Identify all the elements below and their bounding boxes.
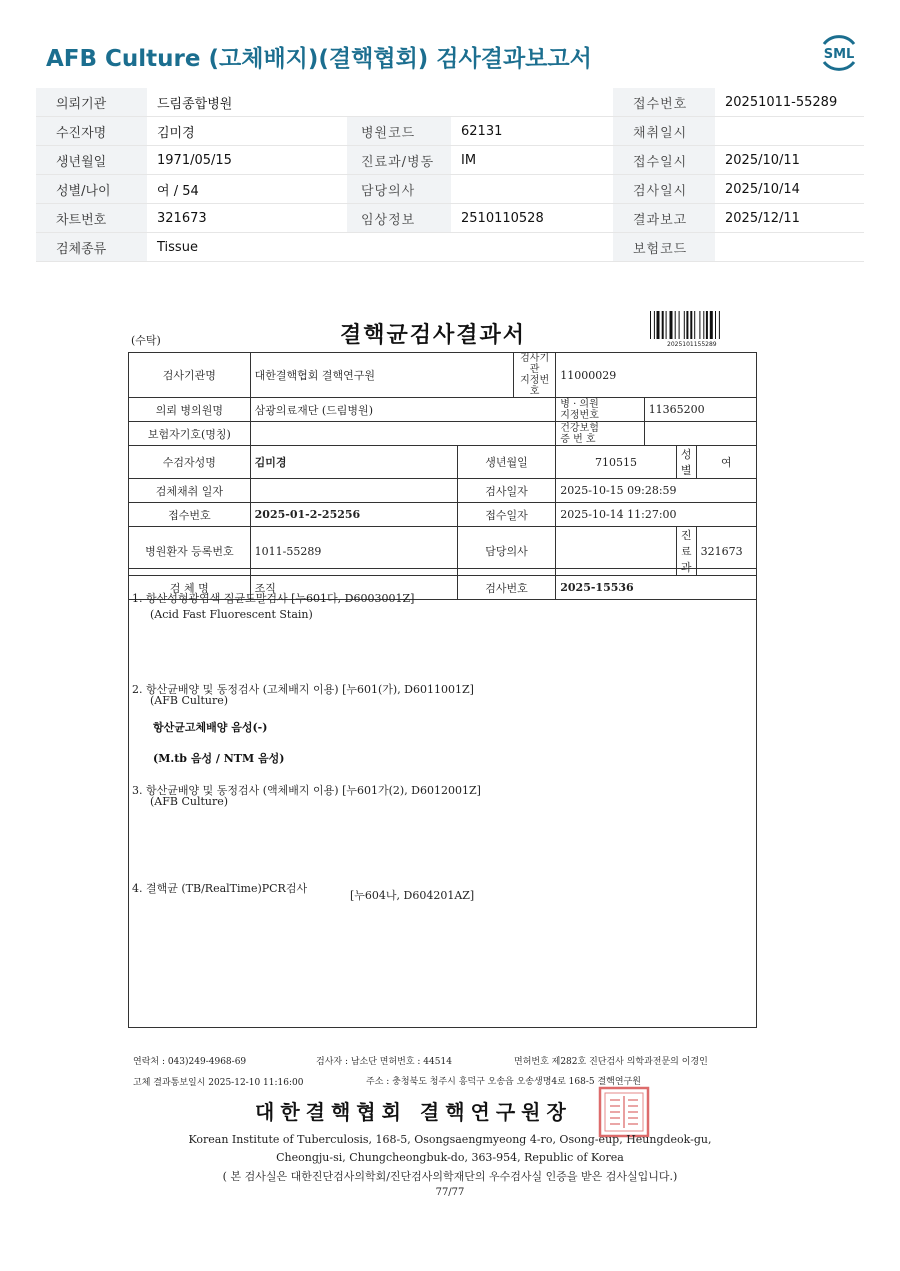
lbl-birth: 생년월일: [457, 446, 556, 479]
footer-tester: 검사자 : 남소단 면허번호 : 44514: [316, 1057, 452, 1067]
val-clinic-code: 11365200: [644, 398, 756, 422]
lbl-sex: 성별: [676, 446, 696, 479]
item-2-result: 항산균고체배양 음성(-): [153, 721, 268, 734]
lbl-test-date: 검사일자: [457, 479, 556, 503]
barcode-bar: [706, 311, 708, 339]
item-3-en: (AFB Culture): [150, 795, 229, 808]
page-number: 77/77: [435, 1187, 465, 1198]
lbl-collect: 검체채취 일자: [129, 479, 251, 503]
header-label: 생년월일: [36, 146, 147, 175]
header-value: 1971/05/15: [147, 146, 347, 175]
lbl-clinic-code: 병 · 의원 지정번호: [556, 398, 644, 422]
item-2: 2. 항산균배양 및 동정검사 (고체배지 이용) [누601(가), D6011001Z]: [132, 683, 474, 696]
header-label: 병원코드: [347, 117, 451, 146]
item-2-en: (AFB Culture): [150, 694, 229, 707]
barcode-bar: [654, 311, 655, 339]
header-value: 62131: [451, 117, 613, 146]
lbl-reg: 병원환자 등록번호: [129, 527, 251, 576]
val-patient: 김미경: [250, 446, 457, 479]
barcode-bar: [650, 311, 651, 339]
barcode-bar: [684, 311, 685, 339]
barcode-bar: [694, 311, 695, 339]
val-birth: 710515: [556, 446, 677, 479]
barcode-number: 2025101155289: [667, 341, 717, 348]
header-label: 채취일시: [613, 117, 715, 146]
barcode-bar: [715, 311, 716, 339]
item-2-detail: (M.tb 음성 / NTM 음성): [153, 752, 285, 765]
header-value: 2510110528: [451, 204, 613, 233]
header-label: 검체종류: [36, 233, 147, 262]
barcode-bar: [719, 311, 720, 339]
barcode-bar: [662, 311, 664, 339]
val-insured: [250, 422, 556, 446]
lbl-inst: 검사기관명: [129, 353, 251, 398]
lbl-dept: 진료과: [676, 527, 696, 576]
lbl-insured: 보험자기호(명칭): [129, 422, 251, 446]
lbl-health-no: 건강보험 증 번 호: [556, 422, 644, 446]
header-label: 성별/나이: [36, 175, 147, 204]
val-clinic: 삼광의료재단 (드림병원): [250, 398, 556, 422]
header-value: 2025/10/11: [715, 146, 864, 175]
val-collect: [250, 479, 457, 503]
footer-report-date: 고체 결과통보일시 2025-12-10 11:16:00: [133, 1078, 304, 1088]
barcode-bar: [675, 311, 676, 339]
logo-text: SML: [823, 47, 855, 62]
item-4-code: [누604나, D604201AZ]: [350, 889, 475, 902]
header-label: 검사일시: [613, 175, 715, 204]
header-label: 수진자명: [36, 117, 147, 146]
val-dept: 321673: [696, 527, 756, 576]
item-1: 1. 항산성형광염색 집균도말검사 [누601다, D6003001Z]: [132, 592, 415, 605]
report-title: 결핵균검사결과서: [340, 322, 527, 348]
val-health-no: [644, 422, 756, 446]
item-4: 4. 결핵균 (TB/RealTime)PCR검사: [132, 882, 308, 895]
report-info-table: [128, 352, 757, 600]
header-label: 결과보고: [613, 204, 715, 233]
lbl-clinic: 의뢰 병의원명: [129, 398, 251, 422]
header-label: 접수일시: [613, 146, 715, 175]
barcode-bar: [690, 311, 692, 339]
header-value: 여 / 54: [147, 175, 347, 204]
footer-eng-2: Cheongju-si, Chungcheongbuk-do, 363-954, Republic of Korea: [276, 1151, 624, 1164]
header-label: 접수번호: [613, 88, 715, 117]
barcode-bar: [703, 311, 704, 339]
footer-address: 주소 : 충청북도 청주시 흥덕구 오송읍 오송생명4로 168-5 결핵연구원: [366, 1077, 641, 1087]
barcode-bar: [657, 311, 660, 339]
barcode-icon: [650, 311, 742, 339]
header-label: 의뢰기관: [36, 88, 147, 117]
header-label: 진료과/병동: [347, 146, 451, 175]
val-test-date: 2025-10-15 09:28:59: [556, 479, 757, 503]
val-inst-code: 11000029: [556, 353, 757, 398]
lbl-doctor: 담당의사: [457, 527, 556, 576]
val-specimen: 조직: [250, 576, 457, 600]
header-label: 보험코드: [613, 233, 715, 262]
val-receipt: 2025-01-2-25256: [250, 503, 457, 527]
item-1-en: (Acid Fast Fluorescent Stain): [150, 608, 313, 621]
val-receipt-date: 2025-10-14 11:27:00: [556, 503, 757, 527]
header-value: 321673: [147, 204, 347, 233]
footer-license: 면허번호 제282호 진단검사 의학과전문의 이경인: [514, 1057, 708, 1067]
header-value: 2025/12/11: [715, 204, 864, 233]
header-label: 차트번호: [36, 204, 147, 233]
header-label: 임상정보: [347, 204, 451, 233]
barcode-bar: [670, 311, 673, 339]
lbl-specimen: 검 체 명: [129, 576, 251, 600]
val-inst: 대한결핵협회 결핵연구원: [250, 353, 513, 398]
barcode-bar: [686, 311, 688, 339]
lbl-patient: 수검자성명: [129, 446, 251, 479]
header-value: 2025/10/14: [715, 175, 864, 204]
barcode-bar: [666, 311, 667, 339]
item-3: 3. 항산균배양 및 동정검사 (액체배지 이용) [누601가(2), D6012001Z]: [132, 784, 481, 797]
lbl-inst-code: 검사기관 지정번호: [514, 353, 556, 398]
barcode-bar: [710, 311, 713, 339]
footer-contact: 연락처 : 043)249-4968-69: [133, 1057, 247, 1067]
official-seal-icon: [598, 1086, 650, 1138]
barcode-bar: [679, 311, 680, 339]
header-value: 20251011-55289: [715, 88, 864, 117]
footer-org: 대한결핵협회 결핵연구원장: [255, 1100, 572, 1124]
footer-eng-1: Korean Institute of Tuberculosis, 168-5, Osongsaengmyeong 4-ro, Osong-eup, Heungdeok-gu,: [188, 1133, 712, 1146]
header-value: 김미경: [147, 117, 347, 146]
val-reg: 1011-55289: [250, 527, 457, 576]
lbl-test-no: 검사번호: [457, 576, 556, 600]
val-test-no: 2025-15536: [556, 576, 757, 600]
val-sex: 여: [696, 446, 756, 479]
header-value: IM: [451, 146, 613, 175]
lbl-receipt: 접수번호: [129, 503, 251, 527]
header-label: 담당의사: [347, 175, 451, 204]
suttak-label: (수탁): [131, 334, 161, 347]
footer-cert: ( 본 검사실은 대한진단검사의학회/진단검사의학재단의 우수검사실 인증을 받은 검사실입니다.): [222, 1170, 678, 1183]
header-value: 드림종합병원: [147, 88, 347, 117]
header-value: Tissue: [147, 233, 347, 262]
page-title: AFB Culture (고체배지)(결핵협회) 검사결과보고서: [46, 46, 592, 72]
barcode-bar: [699, 311, 700, 339]
lbl-receipt-date: 접수일자: [457, 503, 556, 527]
